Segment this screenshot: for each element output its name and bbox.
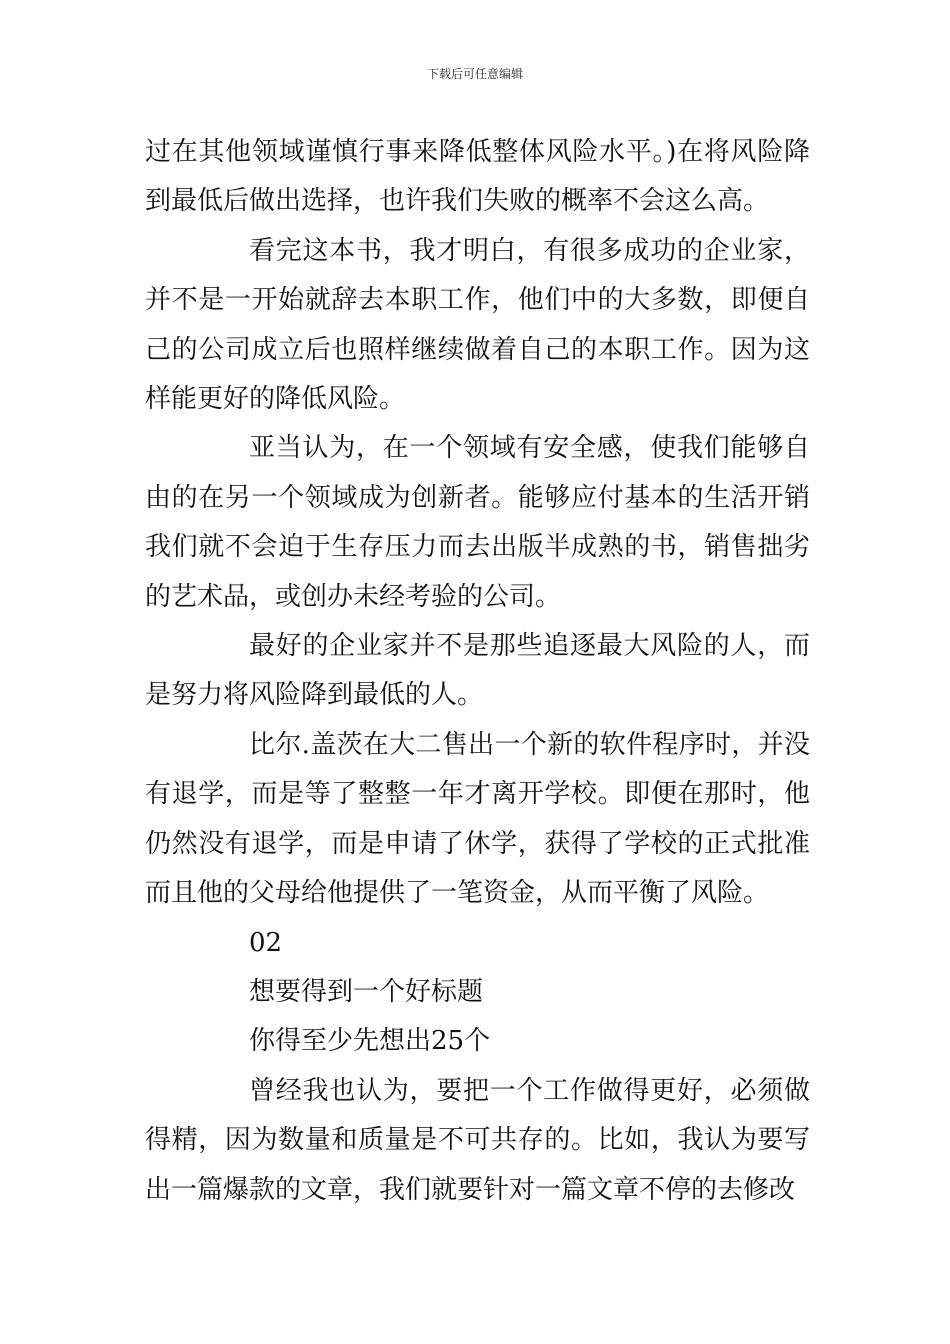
document-body [145, 128, 810, 1215]
paragraph-quantity-quality: 曾经我也认为，要把一个工作做得更好，必须做得精，因为数量和质量是不可共存的。比如，我认为要写出一篇爆款的文章，我们就要针对一篇文章不停的去修改 [145, 1075, 810, 1205]
paragraph-adam-view: 亚当认为，在一个领域有安全感，使我们能够自由的在另一个领域成为创新者。能够应付基本的生活开销我们就不会迫于生存压力而去出版半成熟的书，销售拙劣的艺术品，或创办未经考验的公司。 [145, 433, 810, 612]
section-heading-line-1: 想要得到一个好标题 [249, 976, 484, 1007]
paragraph-bill-gates: 比尔.盖茨在大二售出一个新的软件程序时，并没有退学，而是等了整整一年才离开学校。即便在那时，他仍然没有退学，而是申请了休学，获得了学校的正式批准而且他的父母给他提供了一笔资金，从而平衡了风险。 [145, 729, 810, 909]
section-heading-line-2: 你得至少先想出25个 [249, 1026, 491, 1057]
page-header: 下载后可任意编辑 [426, 67, 523, 81]
paragraph-continuation: 过在其他领域谨慎行事来降低整体风险水平。)在将风险降到最低后做出选择，也许我们失败的概率不会这么高。 [145, 137, 810, 217]
section-number: 02 [249, 927, 283, 958]
paragraph-best-entrepreneurs: 最好的企业家并不是那些追逐最大风险的人，而是努力将风险降到最低的人。 [145, 631, 810, 711]
paragraph-book-insight: 看完这本书，我才明白，有很多成功的企业家，并不是一开始就辞去本职工作，他们中的大多数，即便自己的公司成立后也照样继续做着自己的本职工作。因为这样能更好的降低风险。 [145, 235, 810, 415]
